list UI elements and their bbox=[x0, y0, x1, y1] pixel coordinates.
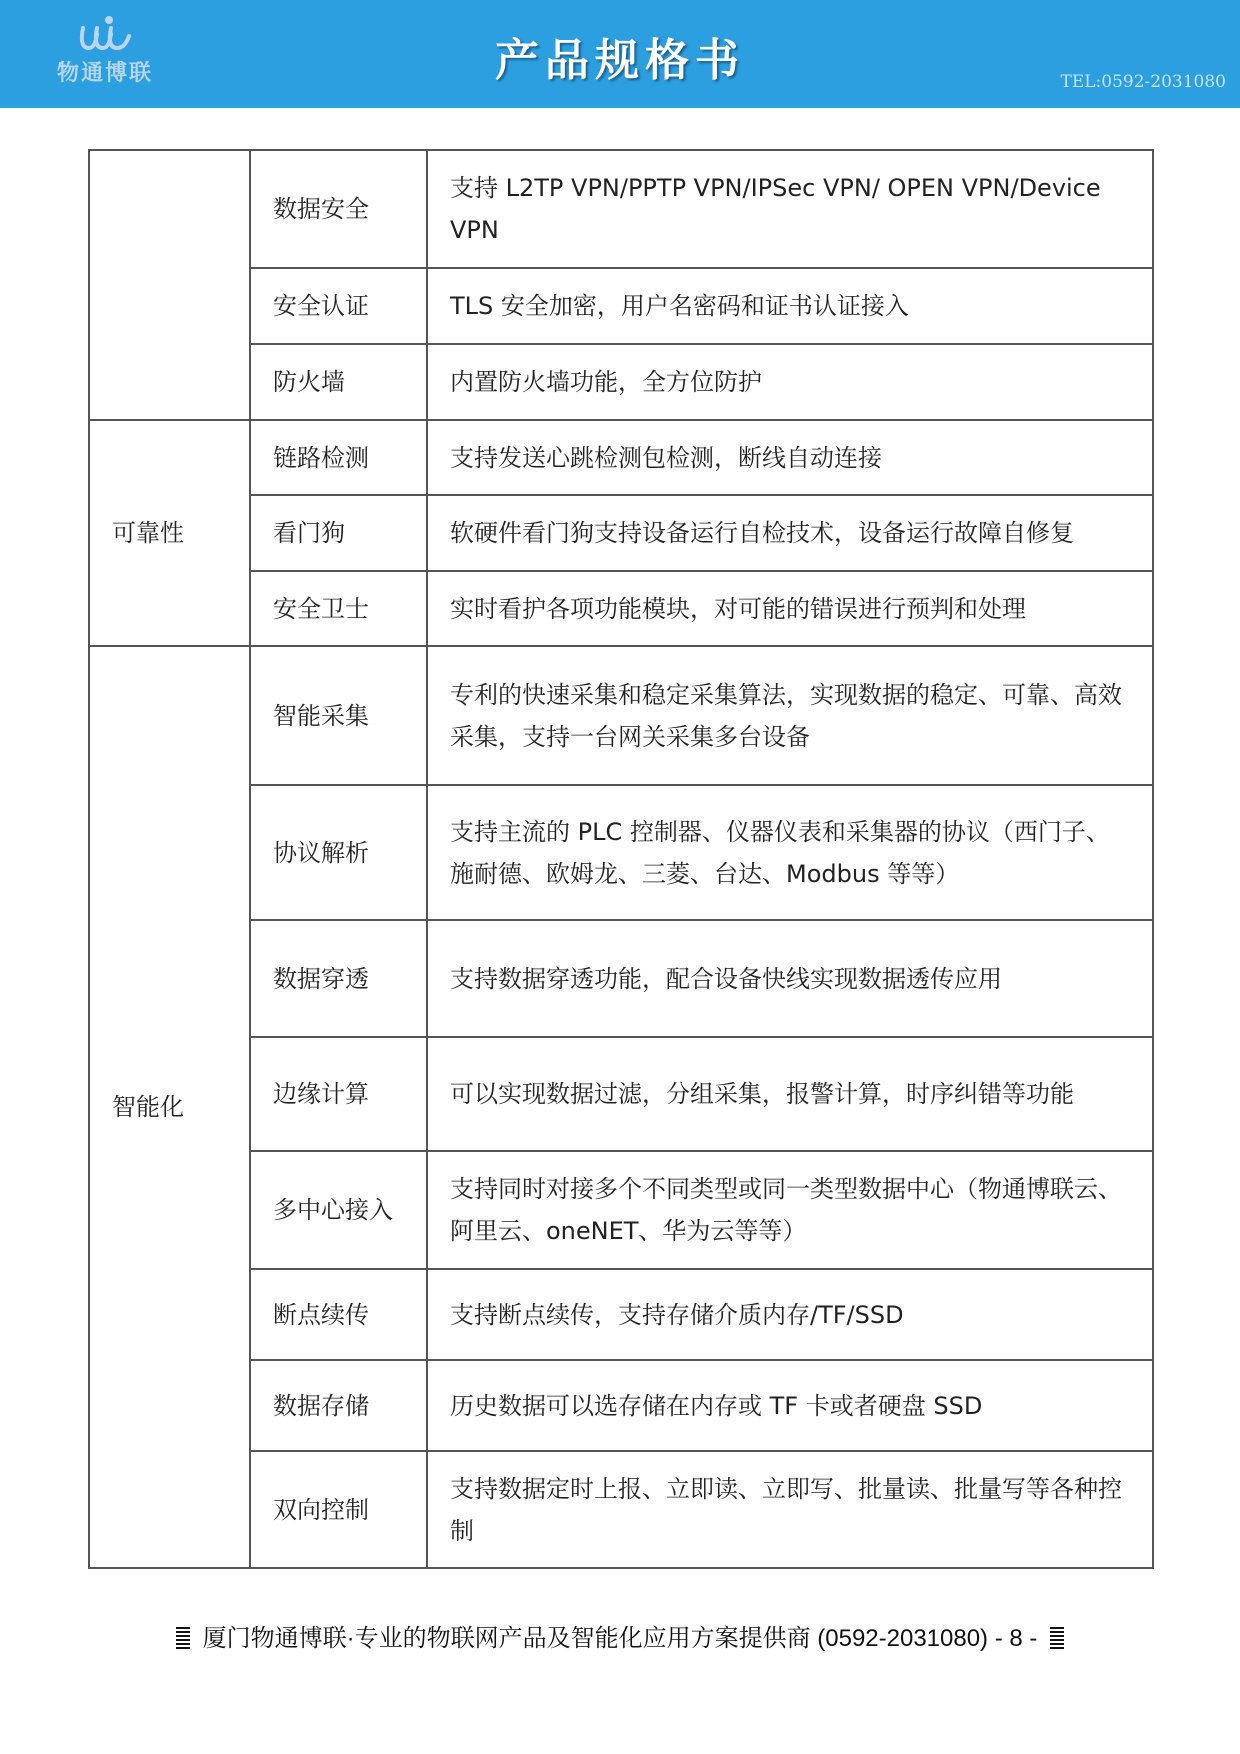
table-row bbox=[89, 150, 1153, 268]
page-number: - 8 - bbox=[994, 1625, 1038, 1652]
logo-text: 物通博联 bbox=[56, 60, 153, 86]
description-cell: 支持数据穿透功能，配合设备快线实现数据透传应用 bbox=[427, 920, 1153, 1037]
description-cell: 支持同时对接多个不同类型或同一类型数据中心（物通博联云、阿里云、oneNET、华为云等等） bbox=[427, 1151, 1153, 1269]
description-cell: TLS 安全加密，用户名密码和证书认证接入 bbox=[427, 268, 1153, 344]
description-cell: 软硬件看门狗支持设备运行自检技术，设备运行故障自修复 bbox=[427, 495, 1153, 571]
feature-cell: 安全认证 bbox=[250, 268, 427, 344]
document-title: 产品规格书 bbox=[495, 35, 745, 86]
description-cell: 支持主流的 PLC 控制器、仪器仪表和采集器的协议（西门子、施耐德、欧姆龙、三菱、台达、Modbus 等等） bbox=[427, 785, 1153, 920]
description-cell: 支持断点续传，支持存储介质内存/TF/SSD bbox=[427, 1269, 1153, 1360]
description-cell: 专利的快速采集和稳定采集算法，实现数据的稳定、可靠、高效采集，支持一台网关采集多台设备 bbox=[427, 646, 1153, 785]
category-cell: 可靠性 bbox=[89, 420, 250, 646]
spec-table bbox=[88, 149, 1154, 1569]
header-phone: TEL:0592-2031080 bbox=[1060, 72, 1226, 92]
category-cell bbox=[89, 150, 250, 420]
description-cell: 历史数据可以选存储在内存或 TF 卡或者硬盘 SSD bbox=[427, 1360, 1153, 1451]
feature-cell: 数据存储 bbox=[250, 1360, 427, 1451]
footer-text: 厦门物通博联·专业的物联网产品及智能化应用方案提供商 (0592-2031080) bbox=[202, 1625, 989, 1652]
page-footer bbox=[0, 1618, 1240, 1653]
feature-cell: 数据穿透 bbox=[250, 920, 427, 1037]
feature-cell: 看门狗 bbox=[250, 495, 427, 571]
feature-cell: 链路检测 bbox=[250, 420, 427, 495]
footer-mark-icon bbox=[1050, 1627, 1064, 1649]
description-cell: 实时看护各项功能模块，对可能的错误进行预判和处理 bbox=[427, 571, 1153, 646]
description-cell: 可以实现数据过滤，分组采集，报警计算，时序纠错等功能 bbox=[427, 1037, 1153, 1151]
feature-cell: 边缘计算 bbox=[250, 1037, 427, 1151]
feature-cell: 安全卫士 bbox=[250, 571, 427, 646]
feature-cell: 协议解析 bbox=[250, 785, 427, 920]
footer-mark-icon bbox=[176, 1627, 190, 1649]
table-row bbox=[89, 646, 1153, 785]
feature-cell: 双向控制 bbox=[250, 1451, 427, 1568]
table-row bbox=[89, 420, 1153, 495]
description-cell: 支持 L2TP VPN/PPTP VPN/IPSec VPN/ OPEN VPN/Device VPN bbox=[427, 150, 1153, 268]
description-cell: 支持数据定时上报、立即读、立即写、批量读、批量写等各种控制 bbox=[427, 1451, 1153, 1568]
description-cell: 内置防火墙功能，全方位防护 bbox=[427, 344, 1153, 420]
feature-cell: 防火墙 bbox=[250, 344, 427, 420]
feature-cell: 智能采集 bbox=[250, 646, 427, 785]
page-header bbox=[0, 0, 1240, 108]
description-cell: 支持发送心跳检测包检测，断线自动连接 bbox=[427, 420, 1153, 495]
feature-cell: 多中心接入 bbox=[250, 1151, 427, 1269]
category-cell: 智能化 bbox=[89, 646, 250, 1568]
feature-cell: 断点续传 bbox=[250, 1269, 427, 1360]
feature-cell: 数据安全 bbox=[250, 150, 427, 268]
